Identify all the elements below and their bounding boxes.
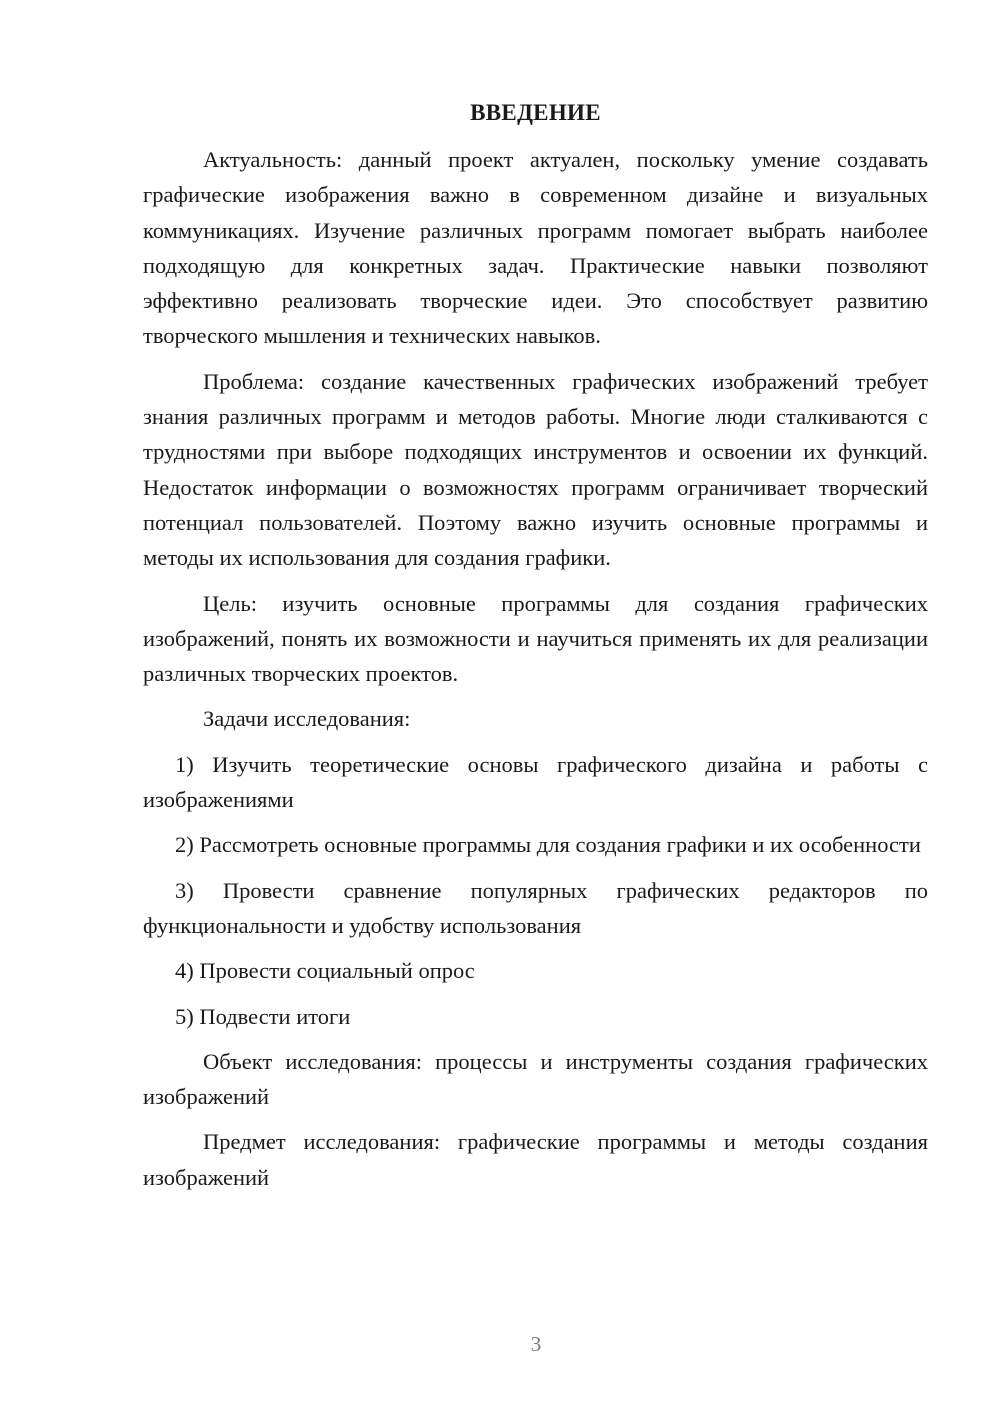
problem-paragraph: Проблема: создание качественных графических изображений требует знания различных программ и методов работы. Многие люди сталкиваются с трудностями при выборе подходящих инструментов и освоении их функций. Недостаток информации о возможностях программ ограничивает творческий потенциал пользователей. Поэтому важно изучить основные программы и методы их использования для создания графики. <box>143 368 928 571</box>
tasks-heading: Задачи исследования: <box>203 706 411 732</box>
document-page <box>143 95 928 1205</box>
page-title: ВВЕДЕНИЕ <box>470 100 601 125</box>
object-paragraph: Объект исследования: процессы и инструменты создания графических изображений <box>143 1048 928 1110</box>
task-item-3: 3) Провести сравнение популярных графических редакторов по функциональности и удобству использования <box>143 877 928 938</box>
task-item-2: 2) Рассмотреть основные программы для создания графики и их особенности <box>175 832 921 858</box>
task-item-1: 1) Изучить теоретические основы графического дизайна и работы с изображениями <box>143 751 928 813</box>
page-number: 3 <box>530 1332 542 1356</box>
subject-paragraph: Предмет исследования: графические программы и методы создания изображений <box>143 1129 928 1190</box>
task-item-4: 4) Провести социальный опрос <box>175 958 475 984</box>
task-item-5: 5) Подвести итоги <box>175 1003 351 1029</box>
goal-paragraph: Цель: изучить основные программы для создания графических изображений, понять их возможности и научиться применять их для реализации различных творческих проектов. <box>143 590 928 687</box>
relevance-paragraph: Актуальность: данный проект актуален, поскольку умение создавать графические изображения важно в современном дизайне и визуальных коммуникациях. Изучение различных программ помогает выбрать наиболее подходящую для конкретных задач. Практические навыки позволяют эффективно реализовать творческие идеи. Это способствует развитию творческого мышления и технических навыков. <box>143 147 928 349</box>
